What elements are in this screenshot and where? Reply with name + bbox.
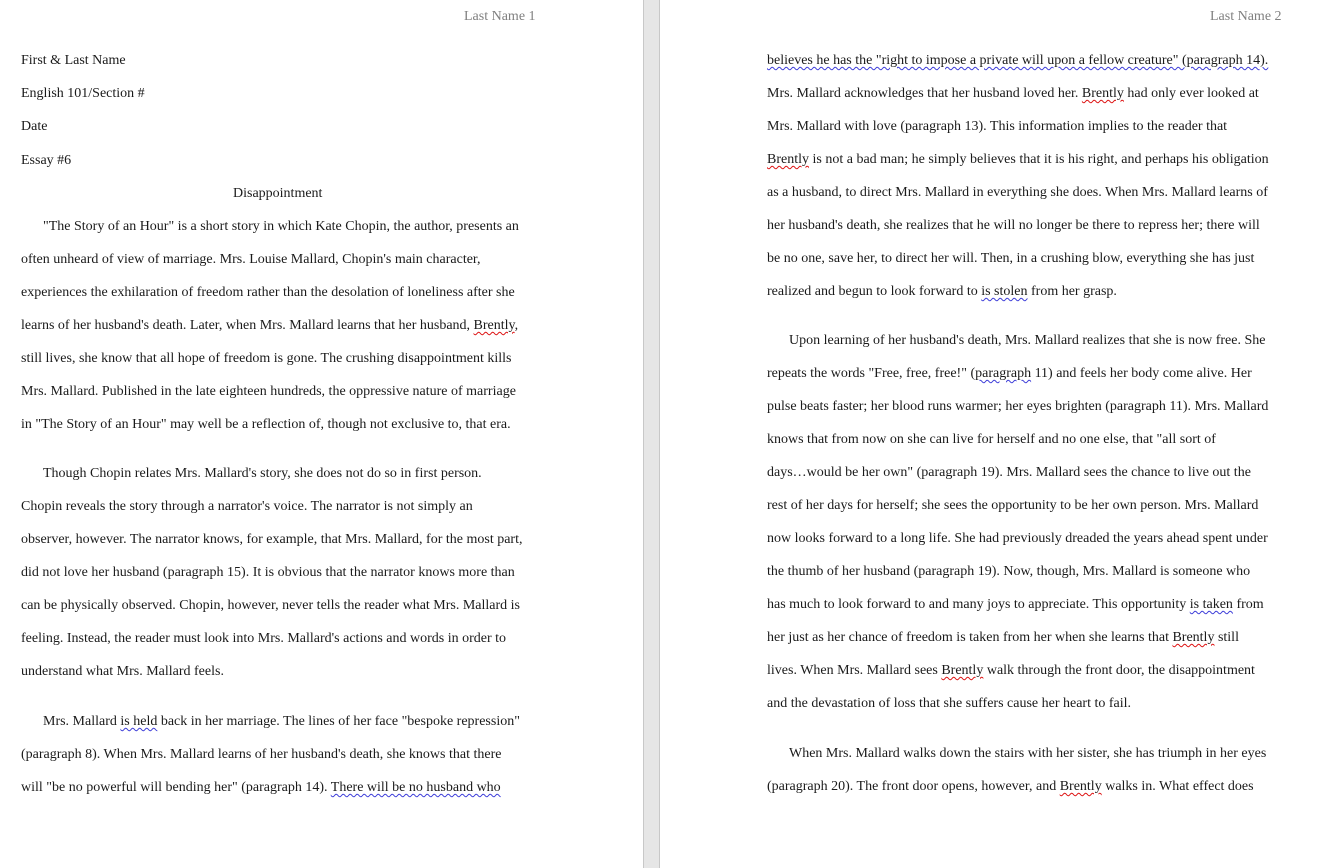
grammar-flag: believes he has the "right to impose a private will upon a fellow creature" (paragraph 14). [767,53,1269,68]
spelling-flag: Brently [767,152,809,167]
text-line: days…would be her own" (paragraph 19). Mrs. Mallard sees the chance to live out the [767,465,1251,480]
grammar-flag: is taken [1189,597,1233,612]
grammar-flag: There will be no husband who [330,780,501,795]
spelling-flag: Brently [1081,86,1124,101]
grammar-flag: paragraph [975,366,1032,381]
heading-name: First & Last Name [21,53,126,68]
text-line: will "be no powerful will bending her" (paragraph 14). There will be no husband who [21,780,501,795]
text-line: and the devastation of loss that she suffers cause her heart to fail. [767,696,1132,711]
text-line: Mrs. Mallard acknowledges that her husband loved her. Brently had only ever looked at [767,86,1259,101]
text-line: pulse beats faster; her blood runs warmer; her eyes brighten (paragraph 11). Mrs. Mallard [767,399,1269,414]
text-line: as a husband, to direct Mrs. Mallard in everything she does. When Mrs. Mallard learns of [767,185,1268,200]
document-page-1 [0,0,643,868]
text-line: has much to look forward to and many joys to appreciate. This opportunity is taken from [767,597,1264,612]
grammar-flag: is held [120,714,158,729]
spelling-flag: Brently [473,318,515,333]
text-line: Mrs. Mallard with love (paragraph 13). This information implies to the reader that [767,119,1228,134]
text-line: feeling. Instead, the reader must look into Mrs. Mallard's actions and words in order to [21,631,507,646]
text-line: realized and begun to look forward to is stolen from her grasp. [767,284,1117,299]
text-line: (paragraph 20). The front door opens, however, and Brently walks in. What effect does [767,779,1254,794]
text-line: (paragraph 8). When Mrs. Mallard learns of her husband's death, she knows that there [21,747,502,762]
text-line: in "The Story of an Hour" may well be a reflection of, though not exclusive to, that era. [21,417,511,432]
text-line: her just as her chance of freedom is taken from her when she learns that Brently still [767,630,1239,645]
text-line: Brently is not a bad man; he simply believes that it is his right, and perhaps his obligation [767,152,1269,167]
text-line: observer, however. The narrator knows, for example, that Mrs. Mallard, for the most part, [21,532,523,547]
text-line: Chopin reveals the story through a narrator's voice. The narrator is not simply an [21,499,473,514]
text-line: her husband's death, she realizes that he will no longer be there to repress her; there will [767,218,1260,233]
text-line: knows that from now on she can live for herself and no one else, that "all sort of [767,432,1216,447]
text-line [767,52,1268,70]
page-header: Last Name 2 [1210,9,1282,24]
text-line: Though Chopin relates Mrs. Mallard's story, she does not do so in first person. [43,466,482,481]
heading-date: Date [21,119,48,134]
document-page-2 [660,0,1333,868]
text-line: learns of her husband's death. Later, when Mrs. Mallard learns that her husband, Brently, [21,318,519,333]
text-line: still lives, she know that all hope of freedom is gone. The crushing disappointment kills [21,351,512,366]
text-line: often unheard of view of marriage. Mrs. Louise Mallard, Chopin's main character, [21,252,481,267]
text-line: Mrs. Mallard. Published in the late eighteen hundreds, the oppressive nature of marriage [21,384,516,399]
page-header: Last Name 1 [464,9,536,24]
text-line: When Mrs. Mallard walks down the stairs with her sister, she has triumph in her eyes [789,746,1267,761]
text-line: rest of her days for herself; she sees the opportunity to be her own person. Mrs. Mallard [767,498,1259,513]
text-line: Upon learning of her husband's death, Mrs. Mallard realizes that she is now free. She [789,333,1266,348]
page-gap-left-edge [643,0,644,868]
text-line: did not love her husband (paragraph 15). It is obvious that the narrator knows more than [21,565,515,580]
text-line: Mrs. Mallard is held back in her marriage. The lines of her face "bespoke repression" [43,714,520,729]
grammar-flag: is stolen [981,284,1028,299]
text-line: now looks forward to a long life. She had previously dreaded the years ahead spent under [767,531,1268,546]
text-line: repeats the words "Free, free, free!" (paragraph 11) and feels her body come alive. Her [767,366,1252,381]
heading-essay: Essay #6 [21,153,72,168]
spelling-flag: Brently [1059,779,1102,794]
spelling-flag: Brently [1172,630,1215,645]
text-line: "The Story of an Hour" is a short story in which Kate Chopin, the author, presents an [43,219,519,234]
spelling-flag: Brently [941,663,984,678]
text-line: can be physically observed. Chopin, however, never tells the reader what Mrs. Mallard is [21,598,521,613]
essay-title: Disappointment [233,186,323,201]
heading-course: English 101/Section # [21,86,145,101]
text-line: experiences the exhilaration of freedom rather than the desolation of loneliness after she [21,285,515,300]
text-line: lives. When Mrs. Mallard sees Brently walk through the front door, the disappointment [767,663,1255,678]
text-line: be no one, save her, to direct her will. Then, in a crushing blow, everything she has just [767,251,1255,266]
text-line: the thumb of her husband (paragraph 19). Now, though, Mrs. Mallard is someone who [767,564,1251,579]
text-line: understand what Mrs. Mallard feels. [21,664,224,679]
